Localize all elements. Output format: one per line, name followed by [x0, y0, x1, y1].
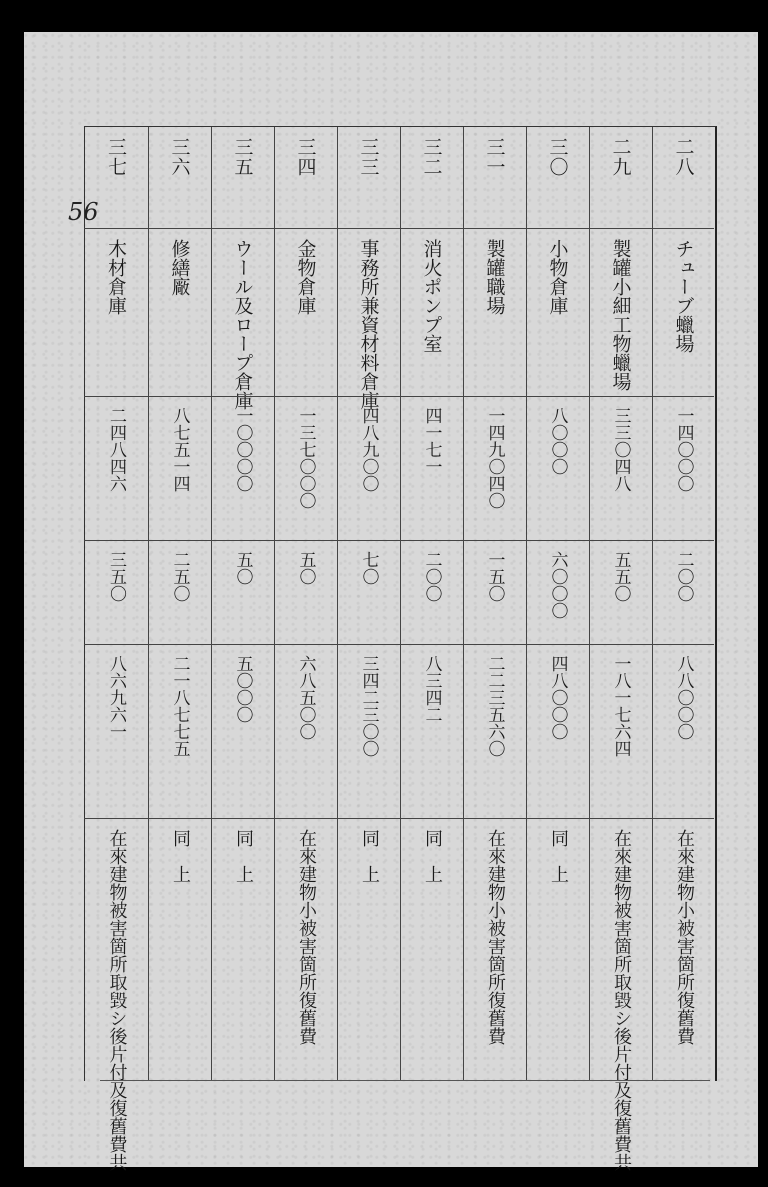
cell-text: 五〇: [295, 551, 316, 585]
cell-no: [401, 137, 463, 223]
cell-text: 二〇〇: [673, 551, 694, 602]
cell-note: [85, 829, 148, 1171]
cell-text: 二四八四六: [106, 407, 126, 492]
cell-text: 同 上: [422, 829, 443, 883]
cell-amount-b: [527, 551, 589, 639]
cell-text: 三五: [231, 137, 254, 177]
cell-text: 三〇: [546, 137, 569, 177]
cell-text: 一八一七六四: [610, 655, 631, 757]
cell-text: 五〇: [232, 551, 253, 585]
cell-amount-a: [653, 407, 715, 535]
bottom-rule: [100, 1080, 710, 1081]
cell-amount-c: [85, 655, 148, 813]
cell-amount-b: [401, 551, 463, 639]
cell-text: 三四: [294, 137, 317, 177]
cell-text: 五〇〇〇: [232, 655, 253, 723]
cell-note: [401, 829, 463, 1075]
cell-note: [527, 829, 589, 1075]
cell-amount-a: [212, 407, 274, 535]
cell-note: [338, 829, 400, 1075]
cell-amount-b: [338, 551, 400, 639]
cell-text: 八七五一四: [169, 407, 190, 492]
cell-text: 同 上: [548, 829, 569, 883]
cell-name: [338, 239, 400, 410]
header-rule: [84, 228, 714, 229]
cell-text: 一四〇〇〇: [673, 407, 694, 492]
cell-text: 修繕廠: [168, 239, 191, 296]
damage-table: [84, 126, 717, 1171]
cell-amount-c: [590, 655, 652, 813]
cell-text: 三五〇: [106, 551, 126, 602]
cell-text: 在來建物小被害箇所復舊費: [674, 829, 695, 1045]
cell-text: 一〇〇〇〇: [232, 407, 253, 492]
cell-text: 製罐小細工物蠟場: [609, 239, 632, 391]
cell-text: 一四九〇四〇: [484, 407, 505, 509]
cell-amount-b: [653, 551, 715, 639]
cell-amount-a: [527, 407, 589, 535]
cell-text: 三三: [357, 137, 380, 177]
cell-no: [275, 137, 337, 223]
cell-amount-b: [464, 551, 526, 639]
cell-no: [527, 137, 589, 223]
cell-text: 金物倉庫: [294, 239, 317, 315]
table-column: [526, 127, 589, 1081]
cell-text: 六〇〇〇: [547, 551, 568, 619]
cell-amount-b: [590, 551, 652, 639]
row-rule-amount-a: [84, 540, 714, 541]
table-column: [652, 127, 715, 1081]
cell-text: 三七: [105, 137, 127, 177]
cell-no: [85, 137, 148, 223]
cell-amount-c: [401, 655, 463, 813]
table-column: [148, 127, 211, 1081]
cell-text: 木材倉庫: [105, 239, 127, 315]
table-column: [463, 127, 526, 1081]
cell-text: 六八五〇〇: [295, 655, 316, 740]
cell-text: 三一: [483, 137, 506, 177]
cell-name: [653, 239, 715, 391]
cell-text: 二〇〇: [421, 551, 442, 602]
cell-amount-a: [401, 407, 463, 535]
cell-text: 四八〇〇〇: [547, 655, 568, 740]
cell-text: 一三七〇〇〇: [295, 407, 316, 509]
cell-text: 五五〇: [610, 551, 631, 602]
cell-no: [149, 137, 211, 223]
cell-text: 消火ポンプ室: [420, 239, 443, 353]
cell-text: 在來建物小被害箇所復舊費: [296, 829, 317, 1045]
table-column: [85, 127, 148, 1171]
cell-text: 八六九六一: [106, 655, 126, 740]
cell-text: 二八: [672, 137, 695, 177]
cell-text: 一五〇: [484, 551, 505, 602]
cell-amount-c: [338, 655, 400, 813]
cell-text: ウール及ロープ倉庫: [231, 239, 254, 410]
cell-name: [275, 239, 337, 391]
cell-name: [85, 239, 148, 391]
cell-text: 小物倉庫: [546, 239, 569, 315]
cell-text: 八〇〇〇: [547, 407, 568, 475]
cell-name: [149, 239, 211, 391]
table-column: [337, 127, 400, 1081]
cell-no: [653, 137, 715, 223]
cell-note: [275, 829, 337, 1075]
cell-text: 同 上: [233, 829, 254, 883]
cell-text: 同 上: [359, 829, 380, 883]
cell-text: 二九: [609, 137, 632, 177]
cell-amount-c: [149, 655, 211, 813]
cell-text: 四八九〇〇: [358, 407, 379, 492]
cell-amount-c: [212, 655, 274, 813]
cell-text: 在來建物小被害箇所復舊費: [485, 829, 506, 1045]
cell-amount-a: [85, 407, 148, 535]
cell-amount-c: [275, 655, 337, 813]
cell-name: [212, 239, 274, 410]
table-column: [400, 127, 463, 1081]
cell-note: [212, 829, 274, 1075]
cell-text: 二二三五六〇: [484, 655, 505, 757]
cell-note: [653, 829, 715, 1075]
cell-note: [464, 829, 526, 1075]
cell-amount-b: [275, 551, 337, 639]
cell-text: 二五〇: [169, 551, 190, 602]
cell-amount-c: [653, 655, 715, 813]
cell-text: 七〇: [358, 551, 379, 585]
cell-amount-b: [85, 551, 148, 639]
cell-amount-a: [275, 407, 337, 535]
cell-note: [590, 829, 652, 1171]
cell-amount-b: [149, 551, 211, 639]
cell-text: 三六: [168, 137, 191, 177]
cell-name: [464, 239, 526, 391]
cell-name: [590, 239, 652, 391]
cell-text: 二一八七七五: [169, 655, 190, 757]
cell-amount-c: [527, 655, 589, 813]
cell-amount-a: [338, 407, 400, 535]
cell-amount-a: [149, 407, 211, 535]
row-rule-amount-c: [84, 818, 714, 819]
cell-name: [401, 239, 463, 391]
cell-text: 三二: [420, 137, 443, 177]
cell-text: チューブ蠟場: [672, 239, 695, 353]
cell-amount-a: [590, 407, 652, 535]
cell-text: 製罐職場: [483, 239, 506, 315]
cell-no: [590, 137, 652, 223]
table-column: [211, 127, 274, 1081]
page-number: 56: [68, 198, 99, 226]
cell-text: 同 上: [170, 829, 191, 883]
cell-amount-b: [212, 551, 274, 639]
cell-text: 三三〇四八: [610, 407, 631, 492]
cell-text: 四一七一: [421, 407, 442, 475]
cell-text: 在來建物被害箇所取毀シ後片付及復舊費共: [106, 829, 128, 1171]
cell-amount-c: [464, 655, 526, 813]
cell-note: [149, 829, 211, 1075]
table-column: [274, 127, 337, 1081]
cell-amount-a: [464, 407, 526, 535]
cell-text: 事務所兼資材料倉庫: [357, 239, 380, 410]
row-rule-amount-b: [84, 644, 714, 645]
cell-text: 八八〇〇〇: [673, 655, 694, 740]
table-column: [589, 127, 652, 1171]
cell-text: 在來建物被害箇所取毀シ後片付及復舊費共: [611, 829, 632, 1171]
cell-name: [527, 239, 589, 391]
cell-text: 八三四二: [421, 655, 442, 723]
row-rule-names: [84, 396, 714, 397]
cell-text: 三四二三〇〇: [358, 655, 379, 757]
cell-no: [464, 137, 526, 223]
cell-no: [212, 137, 274, 223]
cell-no: [338, 137, 400, 223]
